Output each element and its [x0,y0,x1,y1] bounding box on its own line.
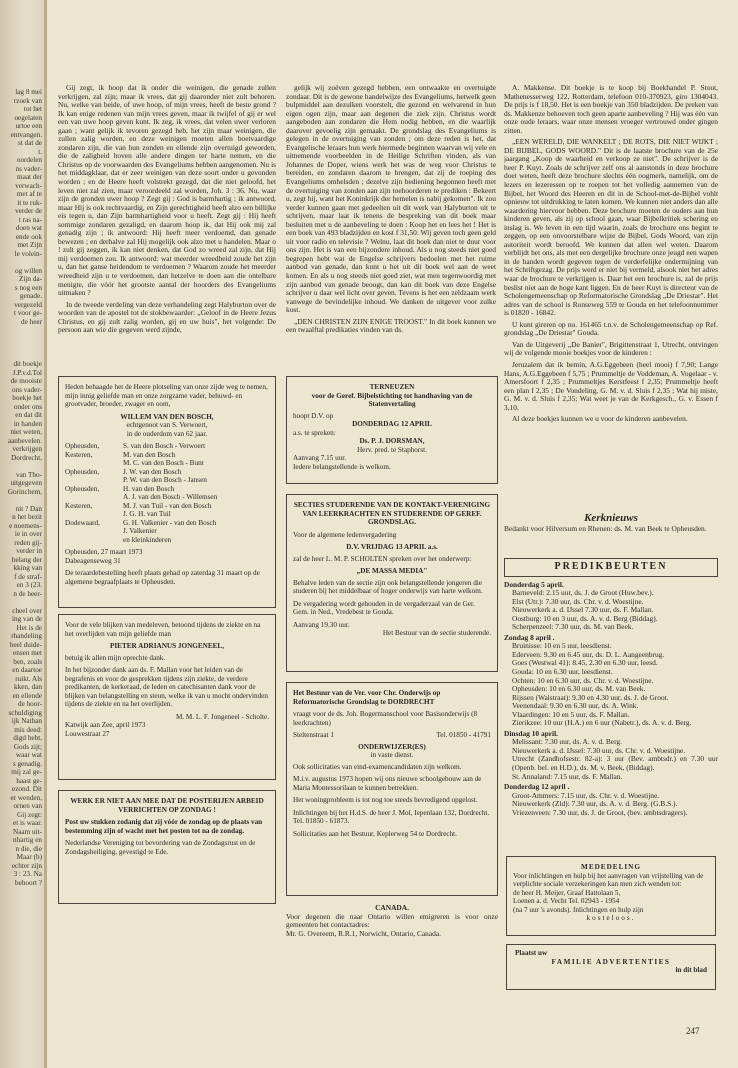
fragment-line: s nog een [14,283,42,292]
fragment-line: vergezeld [14,300,42,309]
fragment-line: ezond. Dit [12,785,42,793]
fragment-line: Zijn da- [19,275,42,283]
advert-welcome: Iedere belangstellende is welkom. [293,462,391,471]
family-member: G. H. Valkenier - van den Bosch [123,518,217,527]
advert-speaker-sub: Herv. pred. te Staphorst. [357,445,427,454]
fragment-line: ben, zoals [13,657,42,666]
fragment-line: ons vader- [12,385,42,394]
service-entry: Vriezenveen: 7.30 uur, ds. J. de Groot, (bev. ambtsdragers). [512,807,688,817]
fragment-line: ende ook [15,232,42,241]
fragment-line: onder ons [13,402,42,411]
notice-thanks: betuig ik allen mijn oprechte dank. [65,653,166,662]
family-member: P. W. van den Bosch - Jansen [123,476,207,484]
service-entry: Scherpenzeel: 7.30 uur, ds. M. van Beek. [512,622,634,632]
mededeling-line: Loenen a. d. Vecht Tel. 02943 - 1954 [513,897,620,905]
fragment-line [0,335,42,344]
family-member: H. van den Bosch [123,484,175,493]
fragment-line: Naam uit- [13,827,42,836]
fragment-line: n het bezit [12,513,42,521]
deceased-name: WILLEM VAN DEN BOSCH, [120,412,214,421]
notice-date: Opheusden, 27 maart 1973 [65,548,143,556]
paragraph: gelijk wij zoëven gezegd hebben, een ontwaakte en overtuigde zondaar. Dit is de gewone handelwijze des Evangeliums, hetwelk geen bulpmiddel aan dezulken voorstelt, die gezond en welvarend in hun eigen ogen zijn, maar aan degenen die ziek zijn. Christus wordt aangeboden aan zondaren die Hem nodig hebben, en die waarlijk daarover gevoelig zijn gemaakt. De grondslag des Evangeliums is gelegen in de overtuiging van zonden ; om deze reden is het, dat Evangelische leraars hun werk hiermede beginnen waarvan wij vele en uitnemende voorbeelden in de Heilige Schriften vinden, als van Johannes de Doper, wiens werk het was de weg voor Christus te bereiden, en zondaren daarom te brengen, dat zij de roeping des Evangeliums omhelsden ; dezelve zijn bediening begonnen heeft met de overtuiging van zonden aan zijn toehoorderen te prediken : Bekeert u, zegt hij, want het Koninkrijk der hemelen is nabij gekomen". Ik zou verder kunnen gaan met gedeelten uit dit werk van Halyburton uit te schrijven, maar laat ik tenens de bespreking van dit boek maar besluiten met u de aanbeveling te doen : Koop het en lees het ! Het is een boek van 493 bladzijden en kost f 31,50. Wij geven toch geen geld uit voor radio en televisie ? Welnu, laat dit boek dan niet te duur voor ons zijn. Het is van een bijzondere inhoud. Als u nog steeds niet goed begrepen hebt wat de Engelse schrijvers bedoelen met het ruime aanbod van genade, dan kunt u het uit dit boek wel aan de weet komen. En als u nog steeds niet goed ziet, wat men tegenwoordig met zijn aanbod van genade beoogt, dan kan dit boek van deze Engelse schrijver u daar wel licht over geven. Tevens is het een zeldzaam werk vanwege de bevindelijke inhoud. We danken de uitgever voor zulke kost. [286,84,496,315]
service-entry: Zierikzee: 10 uur (H.A.) en 6 uur (Nabetr.), ds. A. v. d. Berg. [512,718,692,728]
advert-phone: Tel. 01850 - 41791 [436,731,491,739]
advert-place: TERNEUZEN [369,383,415,391]
fragment-line: nhartig en [13,836,42,844]
page-number: 247 [686,1026,700,1036]
fragment-line: Gij zegt: [17,810,42,819]
advert-speaker: Ds. P. J. DORSMAN, [359,437,425,445]
advert-org: Nederlandse Vereniging tot bevordering van de Zondagsrust en de Zondagsheiliging, gevestigd te Ede. [65,839,256,856]
fragment-line: heel duide- [9,640,42,649]
fragment-line: echter zijn [11,861,42,870]
service-entry: Veenendaal: 9.30 en 6.30 uur, ds. A. Wink. [512,701,639,711]
fragment-line: kken, dan [14,683,42,691]
fragment-line [0,352,42,361]
fragment-line: genade. [19,292,42,300]
service-entry: Gouda: 10 en 6.30 uur, leesdienst. [512,667,613,677]
fragment-line [0,258,42,267]
fragment-line: in handen [13,419,42,428]
fragment-line: ijk Nathan [11,717,42,725]
service-entry: Oostburg: 10 en 3 uur, ds. A. v. d. Berg (Biddag). [512,613,658,623]
advert-line: M.i.v. augustus 1973 hopen wij ons nieuwe schoolgebouw aan de Maria Montessorilaan te kunnen betrekken. [293,775,482,792]
fragment-line: met af te [16,190,42,198]
deceased-age: in de ouderdom van 62 jaar. [126,429,208,438]
family-place [65,527,119,536]
fragment-line: lag 8 mei [15,88,42,96]
fragment-line: de heer [21,317,42,326]
thanks-notice-jongeneel [58,614,276,780]
service-entry: Nieuwerkerk a. d. IJssel 7.30 uur, ds. F. Mallan. [512,605,654,615]
canada-heading: CANADA. [375,904,409,912]
family-member: M. van den Bosch [123,450,176,459]
fragment-line: uitgegeven [10,479,42,487]
fragment-line: t ras na- [18,215,42,224]
fragment-line: dit boekje [13,360,42,368]
service-day: Donderdag 5 april. [504,579,564,589]
fragment-line: verder in [16,547,42,555]
fragment-line: st dat de [18,139,42,147]
mededeling-line: de heer H. Meijer, Graaf Hattolaan 5, [513,888,621,897]
fragment-line: doen wat [15,224,42,232]
advert-text: Post uw stukken zodanig dat zij vóór de zondag op de plaats van bestemming zijn of wacht met het posten tot na de zondag. [65,818,263,835]
notice-text: In het bijzonder dank aan ds. F. Mallan voor het leiden van de begrafenis en voor de gesprekken tijdens zijn ziekte, de verdere predikanten, de kerkeraad, de leden en catechisanten dank voor de blijken van belangstelling en steun, welke ik van u mocht ondervinden tijdens de ziekte en na het overlijden. [65,666,268,708]
advert-line: Het woningprobleem is tot nog toe steeds bevredigend opgelost. [293,796,478,804]
fragment-line: Gorinchem, [7,487,42,496]
fragment-line [0,343,42,352]
advert-line: Behalve leden van de sectie zijn ook belangstellende jongeren die studeren bij het middelbaar of hoger onderwijs van harte welkom. [293,578,483,595]
advert-sign: Het Bestuur van de sectie studerende. [382,629,491,637]
zondagsrust-advert [58,790,276,904]
family-place [65,510,119,519]
family-member: J. Valkenier [123,527,157,535]
service-entry: Ederveen: 9.30 en 6.45 uur, ds. D. L. Aangeenbrug. [512,649,665,659]
page-fold [44,0,47,1068]
family-place: Dodewaard, [65,518,100,527]
fragment-line: aanbevelen. [7,436,42,445]
fragment-line: reden gij- [14,538,42,547]
fragment-line: digd hebt, [13,734,42,742]
canada-notice [286,904,498,956]
service-entry: Vlaardingen: 10 en 5 uur, ds. F. Mallan. [512,709,630,719]
fragment-line: boekje het [12,394,42,402]
canada-address: Mr. G. Overeem, R.R.1, Norwicht, Ontario, Canada. [286,928,441,938]
plaatst-line-2: FAMILIE ADVERTENTIES [551,957,671,966]
fragment-line: f de straf- [14,572,42,581]
article-column-1 [58,84,276,364]
service-entry: Nieuwerkerk (Zld): 7.30 uur, ds. A. v. d. Berg. (G.B.S.). [512,799,678,809]
predikbeurten-section [504,552,718,848]
advert-time: Aanvang 19.30 uur. [293,620,350,629]
vacancy-advert-dordrecht [286,682,498,896]
fragment-line: de hoor- [17,700,42,708]
notice-place: Katwijk aan Zee, april 1973 [65,721,146,729]
fragment-line: van Tho- [15,470,42,479]
fragment-line [0,462,42,471]
advert-heading: WERK ER NIET AAN MEE DAT DE POSTERIJEN ARBEID VERRICHTEN OP ZONDAG ! [70,797,264,814]
plaatst-line-3: in dit blad [675,966,707,974]
family-member: J. G. H. van Tuil [123,510,171,518]
advert-job-sub: in vaste dienst. [370,751,414,759]
paragraph: Al deze boekjes kunnen we u voor de kinderen aanbevelen. [512,414,688,424]
article-column-2 [286,84,496,374]
family-member: en kleinkinderen [123,535,172,544]
advert-heading: SECTIES STUDERENDE VAN DE KONTAKT-VERENIGING VAN LEERKRACHTEN EN STUDERENDE OP GEREF. GRONDSLAG. [293,501,491,526]
deceased-name: PIETER ADRIANUS JONGENEEL, [109,642,225,650]
mededeling-line: kosteloos. [586,914,636,922]
paragraph: Van de Uitgeverij „De Banier", Brigittenstraat 1, Utrecht, ontvingen wij de volgende mooie boekjes voor de kinderen : [504,339,718,358]
family-place: Kesteren, [65,450,93,459]
death-notice-van-den-bosch [58,376,276,608]
service-entry: Ochten: 10 en 6.30 uur, ds. Chr. v. d. Woestijne. [512,675,654,685]
fragment-line: Gods zijt; [13,742,42,751]
fragment-line: mij zal ge- [11,768,42,776]
fragment-line: entvangen. [10,130,42,139]
advert-contact [293,731,491,740]
paragraph: „EEN WERELD, DIE WANKELT ; DE ROTS, DIE NIET WIJKT ; DE BIJBEL, GODS WOORD." Dit is de laatste brochure van de 25e jaargang „Koop de waarheid en verkoop ze niet". De schrijver is de heer P. Kuyt. Zoals de schrijver zelf ons al aanstonds in deze brochure doet weten, heeft deze brochure slechts één oogmerk, namelijk, om de lezers en lezeressen op te roepen tot het volledig aannemen van de Bijbel, het Woord des Heeren en dit in de School-met-de-Bijbel vohlt opnieuw tot uitdrukking te laten komen. We kunnen niet anders dan alle waardering hiervoor hebben. Deze brochure moeten de ouders aan hun kinderen geven, als zij op school gaan, waar Bijbelkritiek schering en inslag is. We leven in een tijd waarin, zoals de brochure ons begint te zeggen, op een onvoorstelbare wijze de Bijbel, Gods Woord, van zijn autoriteit wordt beroofd. We kunnen dat allen wel weten. Daarom verblijdt het ons, als met een dergelijke brochure onze jeugd een wapen in de handen wordt gegeven tegen de verderfelijke ondermijning van het Schriftgezag. De prijs werd er niet bij vermeld, alsook niet het adres waar de brochure te verkrijgen is. Daar het een brochure is, zal de prijs beslist niet aan de hoge kant liggen. En de heer Kuyt is directeur van de Scholengemeenschap op Reformatorische Grondslag „De Driestar". Het adres van de school is Ronseweg 559 te Gouda en het telefoonnummer is 01820 - 16842. [504,137,718,318]
fragment-line: t. [38,147,42,156]
family-place: Kesteren, [65,501,93,510]
fragment-line: urtoe een [15,122,42,130]
advert-line: Voor de algemene ledenvergadering [293,530,397,539]
fragment-line: schuldiging [8,708,42,717]
advert-line: zal de heer L. M. P. SCHOLTEN spreken over het onderwerp: [293,554,472,563]
fragment-line: verkrijgen [12,445,42,453]
advert-org: voor de Geref. Bijbelstichting tot handhaving van de Statenvertaling [311,391,473,408]
service-entry: Barneveld: 2.15 uur, ds. J. de Groot (Huw.bev.). [512,588,654,598]
predikbeurten-list [504,581,718,818]
fragment-line [0,598,42,607]
fragment-line: niet weten, [10,428,42,436]
notice-burial: De teraardebestelling heeft plaats gehad op zaterdag 31 maart op de algemene begraafplaats te Opheusden. [65,569,260,586]
fragment-line: ornen van [13,802,42,810]
family-member: J. W. van den Bosch [123,467,182,476]
kerknieuws-section [504,510,718,550]
fragment-line: Dordrecht, [11,453,42,462]
fragment-line: rhandeling [11,632,42,640]
fragment-line: n de heer- [13,589,42,598]
mededeling-line: Voor inlichtingen en hulp bij het aanvragen van vrijstelling van de verplichte sociale verzekeringen kan men zich wenden tot: [513,871,704,888]
fragment-line: tot het [23,105,42,113]
article-column-3 [504,84,718,510]
service-day: Donderdag 12 april . [504,782,570,792]
predikbeurten-title: PREDIKBEURTEN [504,558,718,577]
notice-signature: M. M. L. F. Jongeneel - Scholte. [175,712,269,721]
notice-address: Dabeagenseweg 31 [65,556,121,565]
service-entry: Groot-Ammers: 7.15 uur, ds. Chr. v. d. Woestijne. [512,790,660,800]
family-member: S. van den Bosch - Verwoert [123,442,206,450]
advert-date: DONDERDAG 12 APRIL [352,420,432,428]
fragment-line: e noemens- [9,521,42,530]
terneuzen-advert [286,376,498,484]
mededeling-line: (na 7 uur 's avonds). Inlichtingen en hulp zijn [513,905,644,914]
family-list [65,442,269,544]
family-place [65,476,119,485]
fragment-line: ns vader- [15,164,42,173]
advert-line: De vergadering wordt gehouden in de vergaderzaal van de Ger. Gem. in Ned., Vredebest te Gouda. [293,599,475,616]
notice-intro: Heden behaagde het de Heere plotseling van onze zijde weg te nemen, mijn innig geliefde man en onze zorgzame vader, behuwd- en grootvader, broeder, zwager en oom, [65,383,268,408]
fragment-line: waar wat [15,751,42,759]
advert-line: Inlichtingen bij het H.d.S. de heer J. Mol, Iepenlaan 132, Dordrecht. Tel. 01850 - 61873. [293,808,490,825]
fragment-line: ruikt. Als [15,674,42,683]
fragment-line: ensen met [13,649,42,657]
fragment-line: er wenden, [10,793,42,802]
advert-job: ONDERWIJZER(ES) [358,742,426,751]
canada-text: Voor degenen die naar Ontario willen emigreren is voor onze gemeenten het contactadres: [286,911,498,930]
fragment-line: verder de [15,207,42,215]
fragment-line: J.P.v.d.Tol [12,368,42,377]
service-entry: Rijssen (Walstraat): 9.30 en 4.30 uur, ds. J. de Groot. [512,692,669,702]
service-entry: Elst (Utr.): 7.30 uur, ds. Chr. v. d. Woestijne. [512,596,644,606]
fragment-line [0,496,42,505]
notice-address: Louwestraat 27 [65,729,110,738]
service-entry: Melissant: 7.30 uur, ds. A. v. d. Berg. [512,737,622,747]
family-place: Opheusden, [65,442,100,450]
fragment-line: t voor ge- [14,309,42,317]
paragraph: Gij zegt, ik hoop dat ik onder die weinigen, die genade zullen verkrijgen, zal zijn; maar ik vrees, dat gij daaronder niet zult behoren. Nu, welke van beide, of uwe hoop, of mijn vrees, heeft de beste grond ? Ik kan enige redenen van mijn vrees geven, maar ik twijfel of gij er wel een van uwe hoop geven kunt. Ik zeg, ik vrees, dat velen uwer verloren gaan ; want gelijk ik tevoren gezegd heb, het zijn maar weinigen, die zullen zalig worden, en deze weinigen moeten allen boetvaardige zondaren zijn, die van hun zonden en ellende zijn overtuigd geworden, die de zaligheid hoven alle andere dingen ter harte nemen, en die Christus op de voorwaarden des Evangeliums hebben aangenomen. Nu is het middagklaar, dat er zeer weinigen van deze soort onder u gevonden worden ; en de Heere heeft volstrekt gezegd, dat die niet geloofd, het leven niet zal zien, maar veroordeeld zal worden, Joh. 3 : 36. Nu, waar zijn de gronden uwer hoop ? Zegt gij : God is barmhartig ; ik antwoord, maar Hij is ook rechtvaardig, en Zijn gerechtigheid heeft alzo een billijke eis tegen u, dan Zijn barmhartigheid voor u heeft. Zegt gij : Hij heeft sommige zondaren gezaligd, en daarom hoop ik, dat Hij ook mij zal genadig zijn ; ik antwoord: Hij heeft meer verdoemd, dan genade bewezen ; en derhalve zal Hij mogelijk ook alzo met u handelen. Maar o ! zult gij zeggen, ik kan niet denken, dat God zo wreed zal zijn, dat Hij mij verdoemen zou. Ik antwoord: wat meerder wreedheid zoude het zijn u, dan het ganse heidendom te verdoemen ? Waarom zoude het meerder wreedheid zijn u te verdoemen, dan hetzelve te doen aan die ontelbare menigte, die vóór het grootste aantal der hoorders des Evangeliums uitmaken ? [58,84,276,298]
fragment-line [0,326,42,335]
service-day: Zondag 8 april . [504,632,555,642]
advert-time: Aanvang 7.15 uur. [293,454,347,462]
fragment-line: verwach- [15,181,42,190]
advert-topic: „DE MASSA MEDIA" [356,567,428,575]
advert-line: Ook sollicitaties van eind-examencandidaten zijn welkom. [293,762,462,771]
fragment-line: Het is de [16,623,42,632]
family-member: M. C. van den Bosch - Bunt [123,459,204,467]
deceased-spouse: echtgenoot van S. Verwoert, [126,421,208,429]
family-place: Opheusden, [65,484,100,493]
service-entry: Opheusden: 10 en 6.30 uur, ds. M. van Beek. [512,684,646,694]
fragment-line: 3 : 23. Na [13,870,42,878]
family-place: Opheusden, [65,467,100,476]
fragment-line: de mooiste [10,377,42,385]
advert-address: Steltenstraat 1 [293,731,334,739]
family-member: A. J. van den Bosch - Willemsen [123,493,218,501]
fragment-line: ing van de [12,615,42,623]
fragment-line: en dat dit [15,411,42,419]
fragment-line: Maar (b) [16,853,42,861]
family-member: M. J. van Tuil - van den Bosch [123,501,212,510]
sectie-studerende-advert [286,494,498,672]
fragment-line: it te ruk- [17,198,42,207]
advert-line: hoopt D.V. op [293,411,334,420]
fragment-line: nit ? Dan [15,504,42,513]
advert-line: Sollicitaties aan het Bestuur, Keplerweg 54 te Dordrecht. [293,829,457,838]
fragment-line: le volein- [14,249,42,258]
fragment-line: n die, die [15,844,42,853]
family-place [65,459,119,468]
notice-intro: Voor de vele blijken van medeleven, betoond tijdens de ziekte en na het overlijden van mijn geliefde man [65,621,261,638]
service-entry: Utrecht (Zandhofsestr. 82-a): 3 uur (Bev. ambtsdr.) en 7.30 uur (Openb. bel. en H.D.), ds. M. v. Beek, (Biddag). [512,754,718,773]
fragment-line: en 3 (23. [16,581,42,589]
advert-line: vraagt voor de ds. Joh. Bogermanschool voor Basisonderwijs (8 leerkrachten) [293,710,478,727]
paragraph: Jeruzalem dat ik bemin, A.G.Eggebeen (heel mooi) f 7,90; Lange Hans, A.G.Eggebeen f 5,75 ; Prummeltje de Voddeman, A. Vogelaar - v. Amersfoort f 2,35 ; Prummeltjes Kerstfeest f 2,35; Prummeltje heeft een plan f 2,35 ; De Vondeling, G. M. v. d. Sluis f 2,35 ; Wat hij miste, G. M. v. d. Sluis f 2,35; Wat weet je van de Kerkgesch., G. v. Essen f 3,10. [504,359,718,412]
fragment-line: et is waar. [13,819,42,827]
fragment-line: oegelaten [14,113,42,122]
advert-heading: Het Bestuur van de Ver. voor Chr. Onderwijs op Reformatorische Grondslag te DORDRECHT [293,689,441,706]
kerknieuws-text: Bedankt voor Hilversum en Rhenen: ds. M. van Beek te Opheusden. [504,523,707,533]
fragment-line: haast ge- [16,776,42,785]
fragment-line: mis deed: [14,725,42,734]
paragraph: In de tweede verdeling van deze verhandeling zegt Halyburton over de woorden van de apostel tot de stokbewaarder: „Geloof in de Heere Jezus Christus, en gij zult zalig worden, gij en uw huis", het volgende: De persoon aan wie die gegeven werd zijnde, [58,299,276,335]
paragraph: U kunt gireren op no. 161465 t.n.v. de Scholengemeenschap op Ref. grondslag „De Driestar" Gouda. [504,319,718,338]
advert-date: D.V. VRIJDAG 13 APRIL a.s. [346,543,438,551]
adjacent-page-fragments [0,88,42,1068]
kerknieuws-title: Kerknieuws [584,512,638,524]
fragment-line: belang der [11,555,42,564]
family-place [65,536,119,545]
paragraph: A. Makkense. Dit boekje is te koop bij Boekhandel P. Stout, Mathenesserweg 122, Rotterdam, telefoon 010-370923, giro 1304043. De prijs is f 18,50. Het is een boekje van 350 bladzijden. De preken van ds. Makkenze behoeven toch geen aparte aanbeveling ? Hij was één van onze oude leraars, waar onze mensen vroeger vertrouwd onder gingen zitten. [504,84,718,135]
fragment-line: oordelen [16,156,42,164]
fragment-line: met Zijn [17,241,42,249]
paragraph: „DEN CHRISTEN ZIJN ENIGE TROOST." In dit boek kunnen we een twaalftal predikaties vinden van ds. [286,316,496,335]
family-place [65,493,119,502]
fragment-line: behoort ? [15,878,42,887]
fragment-line: maat der [17,173,42,181]
fragment-line: en ellende [12,691,42,700]
fragment-line: og willen [15,266,42,275]
plaatst-line-1: Plaatst uw [515,949,548,957]
service-day: Dinsdag 10 april. [504,728,559,738]
fragment-line: cheel over [12,606,42,615]
service-entry: Nieuwerkerk a. d. IJssel: 7.30 uur, ds. Chr. v. d. Woestijne. [512,745,686,755]
fragment-line: ie in over [14,530,42,538]
fragment-line: s genadig. [12,759,42,768]
service-entry: Bruinisse: 10 en 5 uur, leesdienst. [512,641,612,651]
fragment-line: rzoek van [13,96,42,105]
mededeling-box [506,856,716,936]
fragment-line: en daartoe [12,666,42,674]
service-entry: Goes (Westwal 41): 8.45, 2.30 en 6.30 uur, leesd. [512,658,658,668]
fragment-line: kking van [13,564,42,572]
plaatst-advert-box [506,944,716,990]
advert-line: a.s. te spreken: [293,428,336,437]
mededeling-title: MEDEDELING [581,863,641,871]
service-entry: St. Annaland: 7.15 uur, ds. F. Mallan. [512,771,623,781]
